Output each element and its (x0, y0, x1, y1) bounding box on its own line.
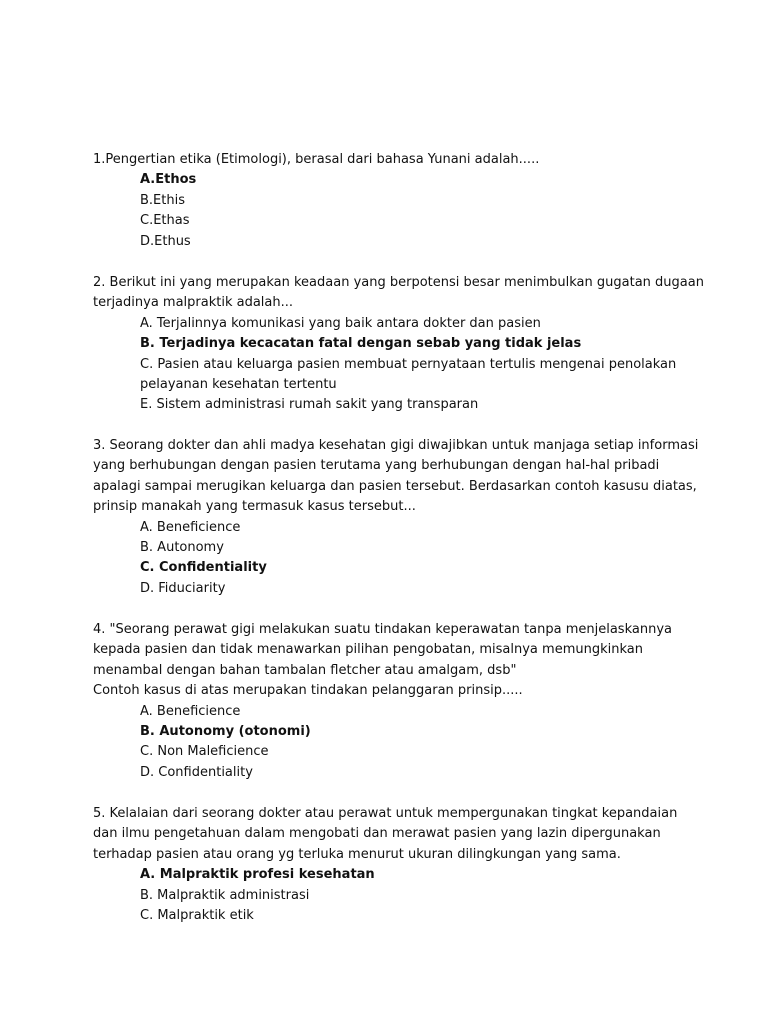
question-text: terjadinya malpraktik adalah... (93, 295, 294, 311)
answer-option: A.Ethos (140, 172, 197, 188)
answer-option: B. Malpraktik administrasi (140, 887, 310, 903)
answer-option: C. Pasien atau keluarga pasien membuat pernyataan tertulis mengenai penolakan (140, 356, 677, 372)
answer-option: A. Beneficience (140, 519, 241, 535)
question-4 (93, 620, 693, 783)
answer-option: C. Confidentiality (140, 560, 267, 576)
question-1 (93, 150, 693, 252)
question-text: 1.Pengertian etika (Etimologi), berasal dari bahasa Yunani adalah..... (93, 152, 540, 167)
question-text: 4. "Seorang perawat gigi melakukan suatu tindakan keperawatan tanpa menjelaskannya (93, 622, 672, 637)
answer-option: B. Autonomy (140, 539, 224, 555)
question-text: apalagi sampai merugikan keluarga dan pasien tersebut. Berdasarkan contoh kasusu diatas, (93, 478, 697, 494)
answer-option: E. Sistem administrasi rumah sakit yang transparan (140, 397, 479, 413)
answer-option: A. Beneficience (140, 703, 241, 719)
answer-option: C. Non Maleficience (140, 744, 269, 760)
question-text: terhadap pasien atau orang yg terluka menurut ukuran dilingkungan yang sama. (93, 846, 621, 862)
answer-option: B.Ethis (140, 192, 185, 208)
answer-option: A. Terjalinnya komunikasi yang baik antara dokter dan pasien (140, 315, 541, 331)
question-text: prinsip manakah yang termasuk kasus tersebut... (93, 499, 416, 515)
question-text: menambal dengan bahan tambalan fletcher atau amalgam, dsb" (93, 662, 517, 678)
answer-option: C.Ethas (140, 213, 190, 229)
question-text: kepada pasien dan tidak menawarkan pilihan pengobatan, misalnya memungkinkan (93, 642, 643, 658)
question-text: 3. Seorang dokter dan ahli madya kesehatan gigi diwajibkan untuk manjaga setiap informasi (93, 438, 699, 453)
question-5 (93, 804, 693, 926)
question-text: yang berhubungan dengan pasien terutama yang berhubungan dengan hal-hal pribadi (93, 458, 660, 474)
question-text: Contoh kasus di atas merupakan tindakan pelanggaran prinsip..... (93, 683, 523, 699)
answer-option: D.Ethus (140, 233, 191, 249)
answer-option: D. Confidentiality (140, 764, 253, 780)
question-3 (93, 436, 699, 599)
answer-option: B. Autonomy (otonomi) (140, 723, 311, 739)
answer-option: C. Malpraktik etik (140, 907, 254, 923)
question-text: 5. Kelalaian dari seorang dokter atau perawat untuk mempergunakan tingkat kepandaian (93, 806, 678, 821)
answer-option: B. Terjadinya kecacatan fatal dengan sebab yang tidak jelas (140, 336, 582, 352)
answer-option: A. Malpraktik profesi kesehatan (140, 867, 375, 883)
question-2 (93, 273, 704, 416)
question-text: dan ilmu pengetahuan dalam mengobati dan merawat pasien yang lazin dipergunakan (93, 826, 661, 842)
answer-option: D. Fiduciarity (140, 580, 226, 596)
answer-option-continued: pelayanan kesehatan tertentu (140, 376, 337, 392)
question-text: 2. Berikut ini yang merupakan keadaan yang berpotensi besar menimbulkan gugatan dugaan (93, 275, 704, 290)
